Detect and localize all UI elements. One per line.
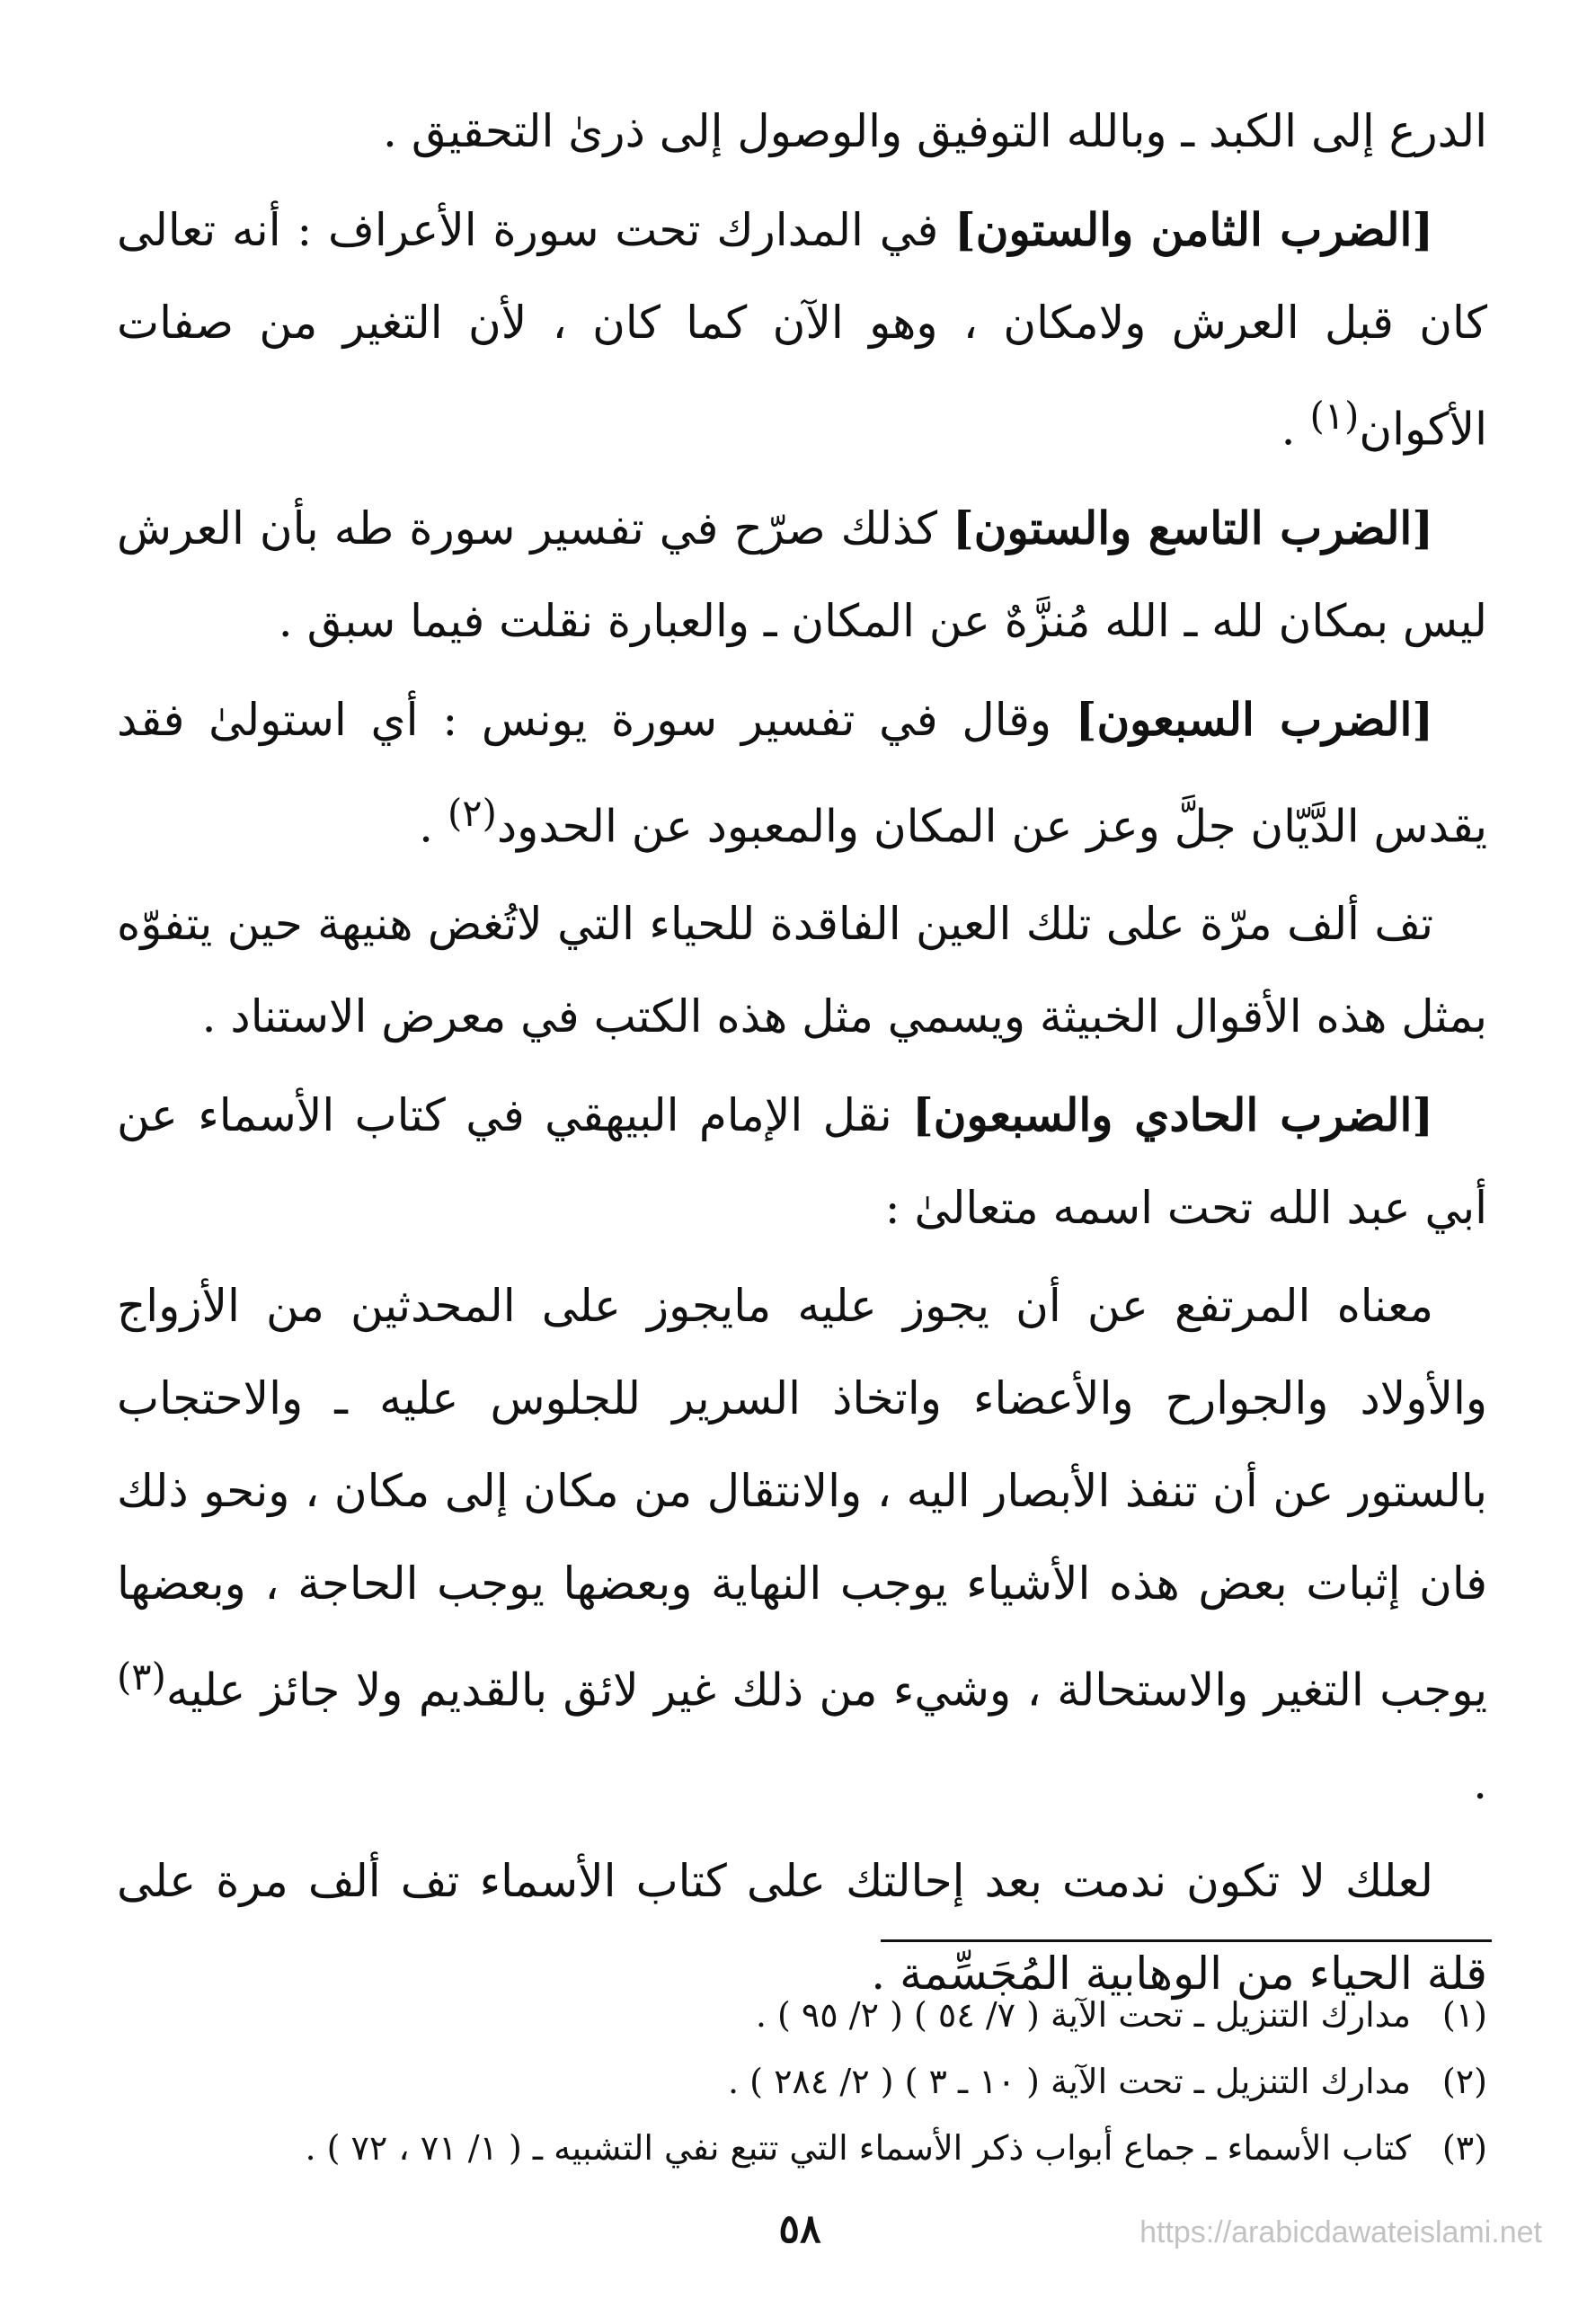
footnote-text: كتاب الأسماء ـ جماع أبواب ذكر الأسماء التي تتبع نفي التشبيه ـ ( ١/ ٧١ ، ٧٢ ) .	[305, 2128, 1411, 2168]
paragraph-heading: [الضرب السبعون]	[1075, 692, 1433, 746]
main-text	[117, 85, 1487, 2026]
watermark-url[interactable]: https://arabicdawateislami.net	[1139, 2215, 1542, 2249]
paragraph-2	[117, 183, 1487, 476]
paragraph-text: وقال في تفسير سورة يونس : أي استولىٰ فقد يقدس الدَّيّان جلَّ وعز عن المكان والمعبود عن الحدود	[117, 693, 1487, 853]
paragraph-5	[117, 878, 1487, 1063]
paragraph-7	[117, 1260, 1487, 1830]
paragraph-text: الدرع إلى الكبد ـ وبالله التوفيق والوصول إلى ذرىٰ التحقيق .	[383, 105, 1487, 157]
footnotes	[117, 1982, 1487, 2181]
paragraph-heading: [الضرب التاسع والستون]	[953, 501, 1433, 555]
footnote-3	[117, 2115, 1487, 2181]
paragraph-tail: .	[1281, 403, 1310, 456]
footnote-1	[117, 1982, 1487, 2048]
paragraph-4	[117, 673, 1487, 874]
page-number: ٥٨	[778, 2206, 821, 2252]
paragraph-text: كذلك صرّح في تفسير سورة طه بأن العرش ليس بمكان لله ـ الله مُنزَّهٌ عن المكان ـ والعبارة نقلت فيما سبق .	[117, 501, 1487, 647]
footnote-marker[interactable]: (٢)	[447, 790, 497, 835]
footnote-divider	[881, 1939, 1492, 1942]
paragraph-6	[117, 1069, 1487, 1255]
footnote-marker[interactable]: (١)	[1309, 394, 1360, 438]
paragraph-tail: .	[1473, 1756, 1487, 1809]
footnote-text: مدارك التنزيل ـ تحت الآية ( ٧/ ٥٤ ) ( ٢/ ٩٥ ) .	[755, 1995, 1411, 2035]
paragraph-text: معناه المرتفع عن أن يجوز عليه مايجوز على المحدثين من الأزواج والأولاد والجوارح والأعضاء واتخاذ السرير للجلوس عليه ـ والاحتجاب بالستور عن أن تنفذ الأبصار اليه ، والانتقال من مكان إلى مكان ، ونحو ذلك فان إثبات بعض هذه الأشياء يوجب النهاية وبعضها يوجب الحاجة ، وبعضها يوجب التغير والاستحالة ، وشيء من ذلك غير لائق بالقديم ولا جائز عليه	[117, 1280, 1487, 1717]
paragraph-text: نقل الإمام البيهقي في كتاب الأسماء عن أبي عبد الله تحت اسمه متعالىٰ :	[117, 1089, 1487, 1235]
paragraph-text: تف ألف مرّة على تلك العين الفاقدة للحياء التي لاتُغض هنيهة حين يتفوّه بمثل هذه الأقوال الخبيثة ويسمي مثل هذه الكتب في معرض الاستناد .	[117, 898, 1487, 1043]
footnote-number: (٢)	[1441, 2062, 1487, 2101]
footnote-marker[interactable]: (٣)	[117, 1655, 166, 1699]
footnote-number: (٣)	[1441, 2128, 1487, 2168]
footnote-number: (١)	[1441, 1995, 1487, 2035]
paragraph-text: لعلك لا تكون ندمت بعد إحالتك على كتاب الأسماء تف ألف مرة على قلة الحياء من الوهابية المُجَسِّمة .	[117, 1854, 1487, 2000]
paragraph-text: في المدارك تحت سورة الأعراف : أنه تعالى كان قبل العرش ولامكان ، وهو الآن كما كان ، لأن التغير من صفات الأكوان	[117, 204, 1487, 456]
paragraph-heading: [الضرب الحادي والسبعون]	[912, 1088, 1433, 1142]
paragraph-heading: [الضرب الثامن والستون]	[954, 203, 1434, 256]
paragraph-1	[117, 85, 1487, 178]
footnote-text: مدارك التنزيل ـ تحت الآية ( ١٠ ـ ٣ ) ( ٢/ ٢٨٤ ) .	[728, 2062, 1411, 2101]
footnote-2	[117, 2048, 1487, 2115]
paragraph-3	[117, 482, 1487, 668]
paragraph-tail: .	[419, 800, 448, 853]
